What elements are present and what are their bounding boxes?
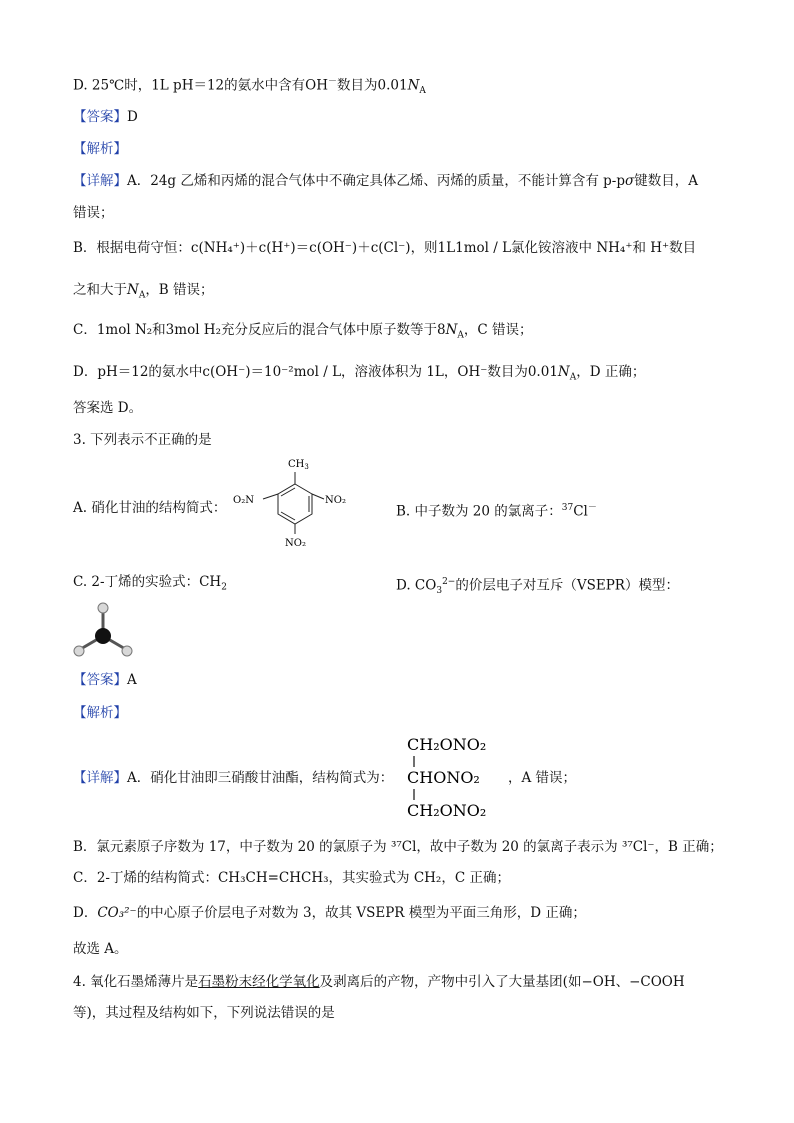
q3-option-a-structure [228, 458, 358, 558]
q3-option-c-text: C. 2-丁烯的实验式：CH [73, 574, 222, 590]
q2-detail-b-cont [73, 280, 214, 306]
nitro-left-label: O₂N [233, 495, 254, 506]
nitroglycerin-structure [405, 730, 505, 826]
q2-detail-a [73, 171, 698, 191]
chlorine-symbol: Cl [573, 503, 588, 520]
answer-label: 【答案】 [73, 109, 127, 125]
q3-analysis-label: 【解析】 [73, 705, 127, 721]
q2-detail-d [73, 362, 645, 388]
q3-detail-c: C．2-丁烯的结构简式：CH₃CH=CHCH₃，其实验式为 CH₂，C 正确； [73, 870, 510, 886]
q2-option-d-text2: 数目为0.01 [337, 77, 408, 94]
q3-stem: 3. 下列表示不正确的是 [73, 432, 212, 448]
q2-option-d-sup: － [327, 77, 337, 87]
answer-value: D [127, 109, 138, 125]
q2-conclusion: 答案选 D。 [73, 400, 143, 416]
q3-detail-d-text: D． [73, 905, 98, 921]
nitro-right-label: NO₂ [325, 495, 346, 506]
q2-detail-c-text2: ，C 错误； [463, 322, 533, 338]
q3-option-a: A. 硝化甘油的结构简式： [73, 500, 227, 516]
nitroglycerin-row-1: CH₂ONO₂ [407, 735, 487, 754]
q2-answer [73, 107, 138, 127]
q2-detail-b [73, 238, 696, 258]
q3-option-c [73, 572, 227, 598]
detail-label: 【详解】 [73, 173, 127, 189]
avogadro-sub: A [419, 86, 426, 97]
q2-detail-b-text: B．根据电荷守恒：c [73, 240, 199, 256]
detail-label: 【详解】 [73, 770, 127, 786]
q2-detail-c [73, 320, 533, 346]
q2-analysis-label: 【解析】 [73, 141, 127, 157]
charge-balance-equation: (NH₄⁺)＋c(H⁺)＝c(OH⁻)＋c(Cl⁻) [198, 240, 411, 256]
q3-detail-d-text2: 的中心原子价层电子对数为 3，故其 VSEPR 模型为平面三角形，D 正确； [136, 905, 586, 921]
nitroglycerin-row-3: CH₂ONO₂ [407, 801, 487, 820]
mass-number: 37 [561, 503, 574, 513]
carbonate-sub: 3 [436, 586, 443, 597]
q3-option-b-text: B. 中子数为 20 的氯离子： [396, 503, 562, 520]
q2-detail-a-text: A．24g 乙烯和丙烯的混合气体中不确定具体乙烯、丙烯的质量，不能计算含有 p-p [127, 173, 625, 189]
q3-option-c-sub: 2 [221, 582, 227, 593]
q2-option-d [73, 72, 426, 101]
q2-option-d-text: D. 25℃时，1L pH＝12的氨水中含有OH [73, 77, 328, 94]
q3-detail-a [73, 768, 393, 788]
sigma-symbol: σ [625, 173, 635, 189]
q2-detail-b-text2: ，则1L1mol / L氯化铵溶液中 NH₄⁺和 H⁺数目 [410, 240, 697, 256]
avogadro-sub: A [569, 372, 577, 383]
q3-detail-a-text: A．硝化甘油即三硝酸甘油酯，结构简式为： [127, 770, 394, 786]
q2-detail-b-text4: ，B 错误； [145, 282, 214, 298]
answer-value: A [127, 672, 137, 688]
q3-detail-a-tail: ，A 错误； [508, 770, 577, 786]
q3-detail-d [73, 903, 586, 923]
nitroglycerin-row-2: CHONO₂ [407, 768, 480, 787]
avogadro-symbol: N [127, 282, 139, 298]
answer-label: 【答案】 [73, 672, 127, 688]
q2-detail-d-text: D．pH＝12的氨水中c(OH⁻)＝10⁻²mol / L，溶液体积为 1L，OH⁻数目为0.01 [73, 364, 558, 380]
q3-answer [73, 670, 137, 690]
q4-stem-cont: 等)，其过程及结构如下，下列说法错误的是 [73, 1005, 335, 1021]
methyl-label: $CH_3$ [288, 459, 309, 471]
q2-detail-b-text3: 之和大于 [73, 282, 127, 298]
q3-option-b [396, 498, 597, 522]
q2-detail-c-text: C．1mol N₂和3mol H₂充分反应后的混合气体中原子数等于8 [73, 322, 446, 338]
nitro-bottom-label: NO₂ [285, 538, 306, 549]
q4-stem-text: 4. 氧化石墨烯薄片是 [73, 974, 199, 990]
q3-option-d [396, 572, 679, 601]
q3-detail-b: B．氯元素原子序数为 17，中子数为 20 的氯原子为 ³⁷Cl，故中子数为 20 的氯离子表示为 ³⁷Cl⁻，B 正确； [73, 839, 723, 855]
avogadro-sub: A [138, 290, 146, 301]
q3-option-d-text2: 的价层电子对互斥（VSEPR）模型： [455, 577, 679, 594]
carbonate-formula: CO₃²⁻ [97, 905, 137, 921]
q3-conclusion: 故选 A。 [73, 941, 128, 957]
q4-stem-text2: 及剥离后的产物，产物中引入了大量基团(如−OH、−COOH [319, 974, 685, 990]
q2-detail-d-text2: ，D 正确； [576, 364, 646, 380]
avogadro-symbol: N [445, 322, 458, 338]
q4-stem-underlined: 石墨粉末经化学氧化 [198, 974, 320, 990]
q3-option-d-text: D. CO [396, 577, 437, 594]
avogadro-symbol: N [557, 364, 570, 380]
carbonate-charge: 2− [442, 577, 456, 587]
avogadro-sub: A [457, 330, 464, 341]
avogadro-symbol: N [407, 77, 420, 94]
q2-detail-a-text2: 键数目，A [634, 173, 698, 189]
q2-detail-a-cont: 错误； [73, 205, 114, 221]
vsepr-model-image [70, 600, 140, 662]
ion-charge: － [587, 503, 597, 513]
q4-stem [73, 972, 685, 992]
